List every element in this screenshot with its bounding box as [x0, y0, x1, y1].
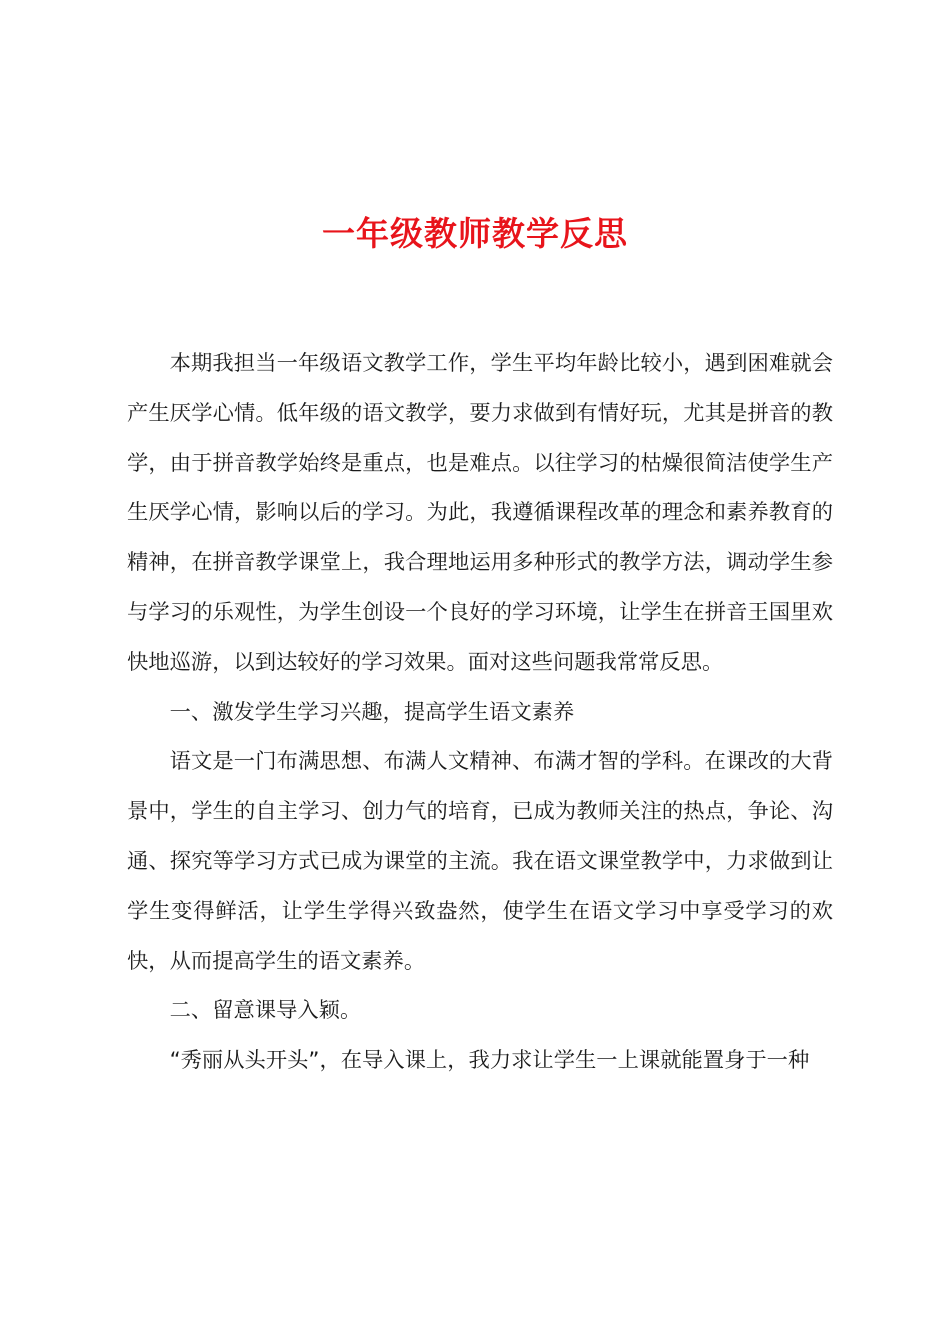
document-title: 一年级教师教学反思	[322, 214, 628, 253]
paragraph-intro: 本期我担当一年级语文教学工作，学生平均年龄比较小，遇到困难就会产生厌学心情。低年级的语文教学，要力求做到有情好玩，尤其是拼音的教学，由于拼音教学始终是重点，也是难点。以往学习的枯燥很简洁使学生产生厌学心情，影响以后的学习。为此，我遵循课程改革的理念和素养教育的精神，在拼音教学课堂上，我合理地运用多种形式的教学方法，调动学生参与学习的乐观性，为学生创设一个良好的学习环境，让学生在拼音王国里欢快地巡游，以到达较好的学习效果。面对这些问题我常常反思。	[127, 351, 833, 675]
paragraph-section-2: “秀丽从头开头”，在导入课上，我力求让学生一上课就能置身于一种	[169, 1048, 810, 1074]
document-body	[127, 339, 833, 1086]
paragraph-section-1: 语文是一门布满思想、布满人文精神、布满才智的学科。在课改的大背景中，学生的自主学习、创力气的培育，已成为教师关注的热点，争论、沟通、探究等学习方式已成为课堂的主流。我在语文课堂教学中，力求做到让学生变得鲜活，让学生学得兴致盎然，使学生在语文学习中享受学习的欢快，从而提高学生的语文素养。	[127, 749, 833, 974]
section-heading-2: 二、留意课导入颖。	[169, 998, 362, 1024]
section-heading-1: 一、激发学生学习兴趣，提高学生语文素养	[169, 699, 575, 725]
